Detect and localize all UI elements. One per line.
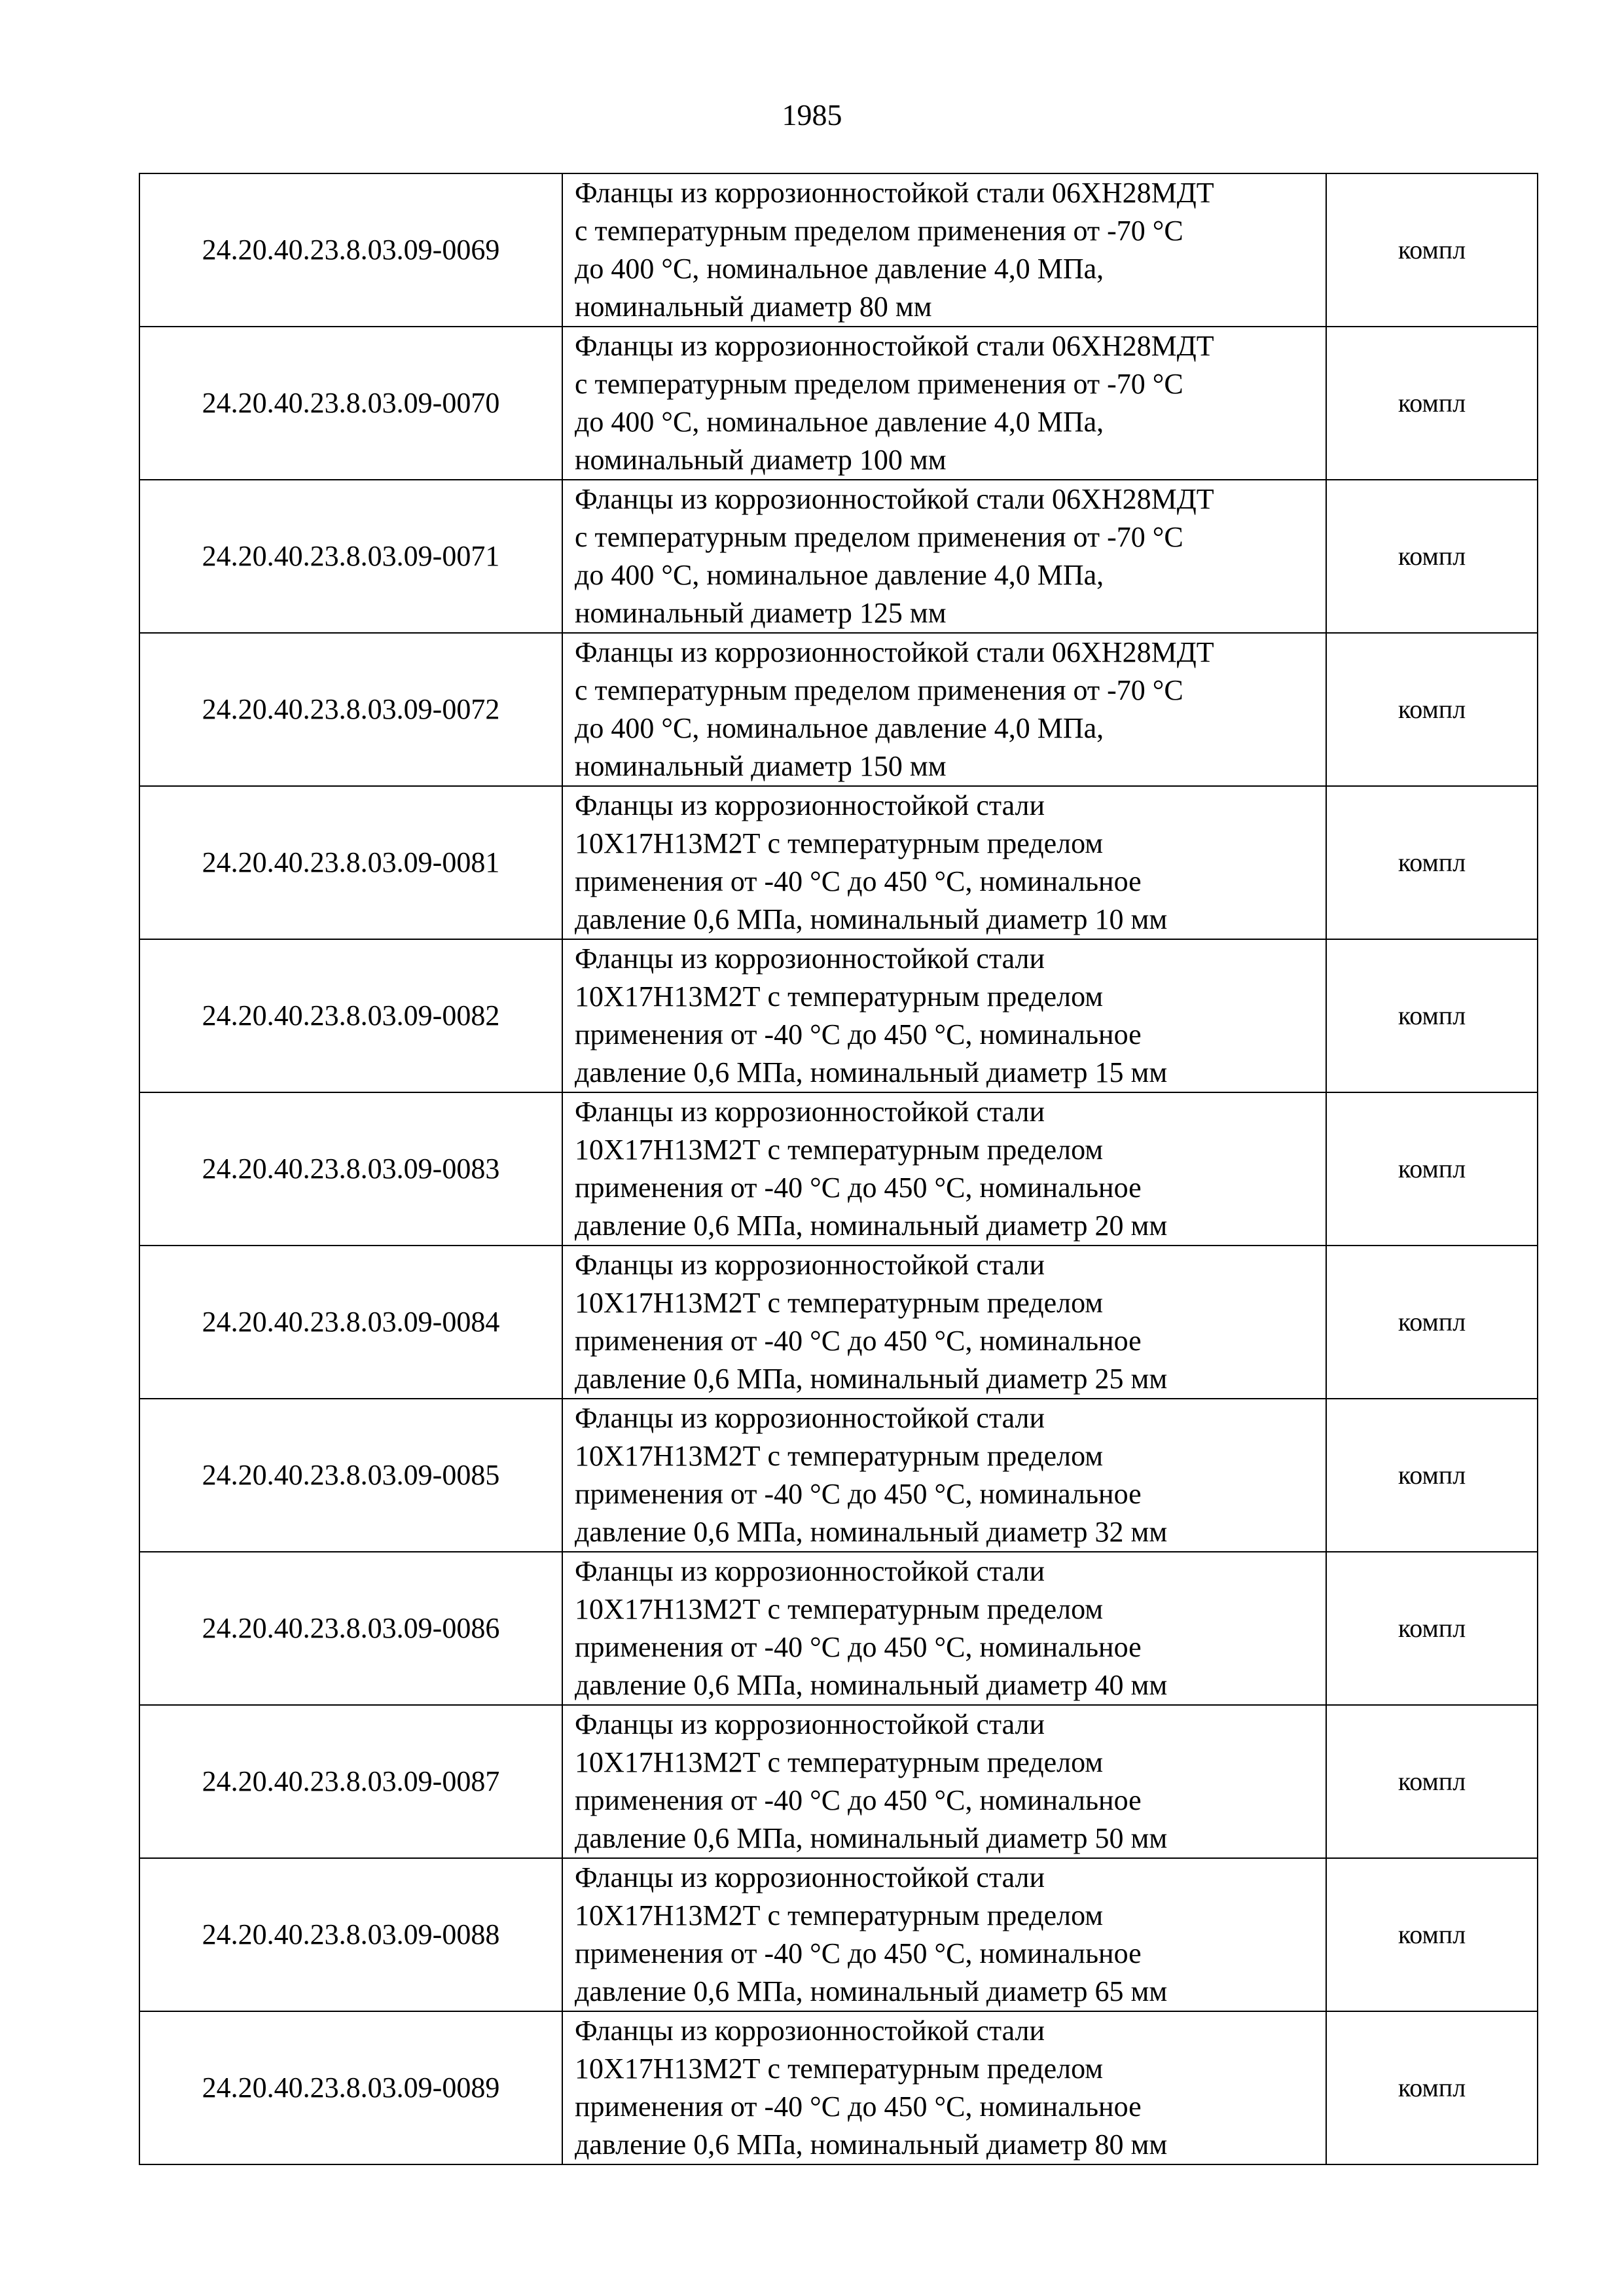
description-line: Фланцы из коррозионностойкой стали 06ХН28МДТ: [575, 483, 1214, 515]
resource-code-cell: 24.20.40.23.8.03.09-0088: [139, 1858, 562, 2011]
description-line: номинальный диаметр 150 мм: [575, 750, 947, 782]
description-line: давление 0,6 МПа, номинальный диаметр 50 мм: [575, 1822, 1168, 1854]
unit-cell: компл: [1326, 1246, 1538, 1399]
page-number: 1985: [782, 98, 842, 132]
resource-description-cell: [562, 1858, 1326, 2011]
description-line: давление 0,6 МПа, номинальный диаметр 65 мм: [575, 1975, 1168, 2007]
table-row: [139, 1092, 1538, 1246]
resource-description-cell: [562, 1705, 1326, 1858]
resource-code-cell: 24.20.40.23.8.03.09-0085: [139, 1399, 562, 1552]
resource-code-cell: 24.20.40.23.8.03.09-0089: [139, 2011, 562, 2164]
description-line: 10Х17Н13М2Т с температурным пределом: [575, 1287, 1104, 1319]
description-line: применения от -40 °С до 450 °С, номинальное: [575, 1172, 1142, 1204]
resource-code-cell: 24.20.40.23.8.03.09-0070: [139, 327, 562, 480]
table-row: [139, 480, 1538, 633]
resource-description-cell: [562, 786, 1326, 939]
table-row: [139, 786, 1538, 939]
description-line: Фланцы из коррозионностойкой стали: [575, 1708, 1045, 1740]
unit-cell: компл: [1326, 1858, 1538, 2011]
unit-cell: компл: [1326, 173, 1538, 327]
resource-description-cell: [562, 173, 1326, 327]
description-line: давление 0,6 МПа, номинальный диаметр 20 мм: [575, 1210, 1168, 1242]
table-row: [139, 327, 1538, 480]
description-line: номинальный диаметр 100 мм: [575, 444, 947, 476]
resource-code-cell: 24.20.40.23.8.03.09-0072: [139, 633, 562, 786]
table-row: [139, 939, 1538, 1092]
resource-description-cell: [562, 327, 1326, 480]
unit-cell: компл: [1326, 1552, 1538, 1705]
description-line: Фланцы из коррозионностойкой стали: [575, 1402, 1045, 1434]
description-line: давление 0,6 МПа, номинальный диаметр 10 мм: [575, 903, 1168, 935]
unit-cell: компл: [1326, 2011, 1538, 2164]
resource-code-cell: 24.20.40.23.8.03.09-0071: [139, 480, 562, 633]
description-line: с температурным пределом применения от -70 °С: [575, 215, 1183, 247]
resource-code-cell: 24.20.40.23.8.03.09-0087: [139, 1705, 562, 1858]
unit-cell: компл: [1326, 480, 1538, 633]
table-row: [139, 1399, 1538, 1552]
description-line: 10Х17Н13М2Т с температурным пределом: [575, 1593, 1104, 1625]
unit-cell: компл: [1326, 1092, 1538, 1246]
description-line: Фланцы из коррозионностойкой стали 06ХН28МДТ: [575, 636, 1214, 668]
description-line: 10Х17Н13М2Т с температурным пределом: [575, 980, 1104, 1013]
table-row: [139, 1705, 1538, 1858]
resource-code-cell: 24.20.40.23.8.03.09-0082: [139, 939, 562, 1092]
table-row: [139, 1858, 1538, 2011]
description-line: давление 0,6 МПа, номинальный диаметр 32 мм: [575, 1516, 1168, 1548]
table-row: [139, 173, 1538, 327]
resource-description-cell: [562, 480, 1326, 633]
description-line: применения от -40 °С до 450 °С, номинальное: [575, 1478, 1142, 1510]
resource-description-cell: [562, 1399, 1326, 1552]
description-line: применения от -40 °С до 450 °С, номинальное: [575, 1784, 1142, 1816]
description-line: Фланцы из коррозионностойкой стали 06ХН28МДТ: [575, 330, 1214, 362]
resource-code-cell: 24.20.40.23.8.03.09-0084: [139, 1246, 562, 1399]
description-line: Фланцы из коррозионностойкой стали: [575, 1249, 1045, 1281]
description-line: 10Х17Н13М2Т с температурным пределом: [575, 1899, 1104, 1931]
table-row: [139, 633, 1538, 786]
description-line: 10Х17Н13М2Т с температурным пределом: [575, 827, 1104, 859]
description-line: до 400 °С, номинальное давление 4,0 МПа,: [575, 253, 1104, 285]
description-line: применения от -40 °С до 450 °С, номинальное: [575, 2090, 1142, 2123]
unit-cell: компл: [1326, 786, 1538, 939]
table-row: [139, 1246, 1538, 1399]
resource-table: [139, 173, 1538, 2165]
description-line: Фланцы из коррозионностойкой стали 06ХН28МДТ: [575, 177, 1214, 209]
resource-code-cell: 24.20.40.23.8.03.09-0083: [139, 1092, 562, 1246]
table-row: [139, 1552, 1538, 1705]
description-line: 10Х17Н13М2Т с температурным пределом: [575, 2053, 1104, 2085]
description-line: до 400 °С, номинальное давление 4,0 МПа,: [575, 712, 1104, 744]
resource-description-cell: [562, 633, 1326, 786]
description-line: давление 0,6 МПа, номинальный диаметр 15 мм: [575, 1056, 1168, 1088]
description-line: с температурным пределом применения от -70 °С: [575, 521, 1183, 553]
unit-cell: компл: [1326, 327, 1538, 480]
description-line: Фланцы из коррозионностойкой стали: [575, 2015, 1045, 2047]
description-line: номинальный диаметр 80 мм: [575, 291, 932, 323]
description-line: применения от -40 °С до 450 °С, номинальное: [575, 1018, 1142, 1050]
description-line: с температурным пределом применения от -70 °С: [575, 674, 1183, 706]
unit-cell: компл: [1326, 1705, 1538, 1858]
description-line: до 400 °С, номинальное давление 4,0 МПа,: [575, 559, 1104, 591]
description-line: применения от -40 °С до 450 °С, номинальное: [575, 1631, 1142, 1663]
unit-cell: компл: [1326, 939, 1538, 1092]
description-line: давление 0,6 МПа, номинальный диаметр 40 мм: [575, 1669, 1168, 1701]
description-line: с температурным пределом применения от -70 °С: [575, 368, 1183, 400]
unit-cell: компл: [1326, 1399, 1538, 1552]
description-line: применения от -40 °С до 450 °С, номинальное: [575, 1325, 1142, 1357]
resource-description-cell: [562, 939, 1326, 1092]
description-line: 10Х17Н13М2Т с температурным пределом: [575, 1746, 1104, 1778]
unit-cell: компл: [1326, 633, 1538, 786]
description-line: номинальный диаметр 125 мм: [575, 597, 947, 629]
description-line: применения от -40 °С до 450 °С, номинальное: [575, 865, 1142, 897]
resource-description-cell: [562, 2011, 1326, 2164]
description-line: Фланцы из коррозионностойкой стали: [575, 1096, 1045, 1128]
resource-description-cell: [562, 1552, 1326, 1705]
table-body: [139, 173, 1538, 2164]
description-line: давление 0,6 МПа, номинальный диаметр 25 мм: [575, 1363, 1168, 1395]
description-line: давление 0,6 МПа, номинальный диаметр 80 мм: [575, 2128, 1168, 2161]
description-line: Фланцы из коррозионностойкой стали: [575, 1555, 1045, 1587]
description-line: применения от -40 °С до 450 °С, номинальное: [575, 1937, 1142, 1969]
resource-code-cell: 24.20.40.23.8.03.09-0081: [139, 786, 562, 939]
description-line: 10Х17Н13М2Т с температурным пределом: [575, 1440, 1104, 1472]
resource-code-cell: 24.20.40.23.8.03.09-0086: [139, 1552, 562, 1705]
description-line: Фланцы из коррозионностойкой стали: [575, 789, 1045, 821]
table-row: [139, 2011, 1538, 2164]
resource-code-cell: 24.20.40.23.8.03.09-0069: [139, 173, 562, 327]
resource-description-cell: [562, 1092, 1326, 1246]
description-line: до 400 °С, номинальное давление 4,0 МПа,: [575, 406, 1104, 438]
description-line: Фланцы из коррозионностойкой стали: [575, 1861, 1045, 1893]
description-line: 10Х17Н13М2Т с температурным пределом: [575, 1134, 1104, 1166]
resource-description-cell: [562, 1246, 1326, 1399]
description-line: Фланцы из коррозионностойкой стали: [575, 942, 1045, 975]
